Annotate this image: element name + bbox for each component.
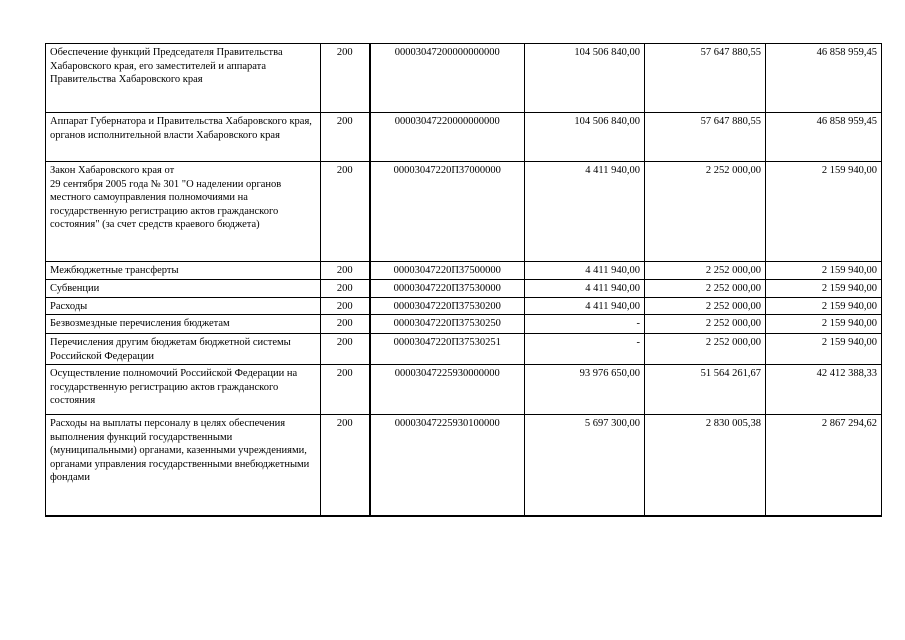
remaining-amount-cell: 2 867 294,62 <box>766 415 882 516</box>
expense-name-cell: Перечисления другим бюджетам бюджетной системы Российской Федерации <box>46 334 321 365</box>
line-code-cell: 200 <box>321 415 370 516</box>
approved-amount-cell: 4 411 940,00 <box>525 262 645 280</box>
approved-amount-cell: 4 411 940,00 <box>525 162 645 262</box>
executed-amount-cell: 2 252 000,00 <box>645 297 766 315</box>
executed-amount-cell: 51 564 261,67 <box>645 365 766 415</box>
table-row <box>46 334 882 365</box>
approved-amount-cell: - <box>525 334 645 365</box>
remaining-amount-cell: 2 159 940,00 <box>766 280 882 298</box>
executed-amount-cell: 2 252 000,00 <box>645 280 766 298</box>
remaining-amount-cell: 46 858 959,45 <box>766 113 882 162</box>
approved-amount-cell: 93 976 650,00 <box>525 365 645 415</box>
budget-classification-code-cell: 00003047225930000000 <box>370 365 525 415</box>
line-code-cell: 200 <box>321 365 370 415</box>
line-code-cell: 200 <box>321 262 370 280</box>
table-row <box>46 415 882 516</box>
remaining-amount-cell: 2 159 940,00 <box>766 334 882 365</box>
budget-classification-code-cell: 00003047220000000000 <box>370 113 525 162</box>
table-row <box>46 365 882 415</box>
executed-amount-cell: 2 252 000,00 <box>645 315 766 334</box>
approved-amount-cell: - <box>525 315 645 334</box>
table-row <box>46 280 882 298</box>
approved-amount-cell: 104 506 840,00 <box>525 44 645 113</box>
expense-name-cell: Аппарат Губернатора и Правительства Хабаровского края, органов исполнительной власти Хабаровского края <box>46 113 321 162</box>
expense-name-cell: Межбюджетные трансферты <box>46 262 321 280</box>
table-row <box>46 44 882 113</box>
budget-classification-code-cell: 00003047200000000000 <box>370 44 525 113</box>
executed-amount-cell: 57 647 880,55 <box>645 44 766 113</box>
table-row <box>46 315 882 334</box>
expense-name-cell: Расходы на выплаты персоналу в целях обеспечения выполнения функций государственными (муниципальными) органами, казенными учреждениями, органами управления государственными внебюджетными фондами <box>46 415 321 516</box>
executed-amount-cell: 2 252 000,00 <box>645 334 766 365</box>
budget-classification-code-cell: 00003047220П37530000 <box>370 280 525 298</box>
budget-classification-code-cell: 00003047225930100000 <box>370 415 525 516</box>
table-row <box>46 297 882 315</box>
line-code-cell: 200 <box>321 280 370 298</box>
table-row <box>46 113 882 162</box>
expense-name-cell: Осуществление полномочий Российской Федерации на государственную регистрацию актов гражданского состояния <box>46 365 321 415</box>
remaining-amount-cell: 2 159 940,00 <box>766 262 882 280</box>
remaining-amount-cell: 46 858 959,45 <box>766 44 882 113</box>
budget-classification-code-cell: 00003047220П37530250 <box>370 315 525 334</box>
remaining-amount-cell: 2 159 940,00 <box>766 315 882 334</box>
expense-name-cell: Обеспечение функций Председателя Правительства Хабаровского края, его заместителей и аппарата Правительства Хабаровского края <box>46 44 321 113</box>
executed-amount-cell: 2 252 000,00 <box>645 162 766 262</box>
line-code-cell: 200 <box>321 44 370 113</box>
expense-name-cell: Расходы <box>46 297 321 315</box>
table-body <box>46 44 882 516</box>
expense-name-cell: Безвозмездные перечисления бюджетам <box>46 315 321 334</box>
table-row <box>46 162 882 262</box>
report-sheet <box>45 43 881 517</box>
budget-execution-table <box>45 43 882 517</box>
remaining-amount-cell: 2 159 940,00 <box>766 162 882 262</box>
line-code-cell: 200 <box>321 297 370 315</box>
approved-amount-cell: 4 411 940,00 <box>525 297 645 315</box>
executed-amount-cell: 2 252 000,00 <box>645 262 766 280</box>
remaining-amount-cell: 2 159 940,00 <box>766 297 882 315</box>
executed-amount-cell: 57 647 880,55 <box>645 113 766 162</box>
line-code-cell: 200 <box>321 113 370 162</box>
line-code-cell: 200 <box>321 162 370 262</box>
budget-classification-code-cell: 00003047220П37530251 <box>370 334 525 365</box>
executed-amount-cell: 2 830 005,38 <box>645 415 766 516</box>
budget-classification-code-cell: 00003047220П37000000 <box>370 162 525 262</box>
approved-amount-cell: 4 411 940,00 <box>525 280 645 298</box>
line-code-cell: 200 <box>321 334 370 365</box>
expense-name-cell: Субвенции <box>46 280 321 298</box>
line-code-cell: 200 <box>321 315 370 334</box>
budget-classification-code-cell: 00003047220П37500000 <box>370 262 525 280</box>
approved-amount-cell: 5 697 300,00 <box>525 415 645 516</box>
expense-name-cell: Закон Хабаровского края от 29 сентября 2005 года № 301 "О наделении органов местного самоуправления полномочиями на государственную регистрацию актов гражданского состояния" (за счет средств краевого бюджета) <box>46 162 321 262</box>
approved-amount-cell: 104 506 840,00 <box>525 113 645 162</box>
table-row <box>46 262 882 280</box>
budget-classification-code-cell: 00003047220П37530200 <box>370 297 525 315</box>
remaining-amount-cell: 42 412 388,33 <box>766 365 882 415</box>
